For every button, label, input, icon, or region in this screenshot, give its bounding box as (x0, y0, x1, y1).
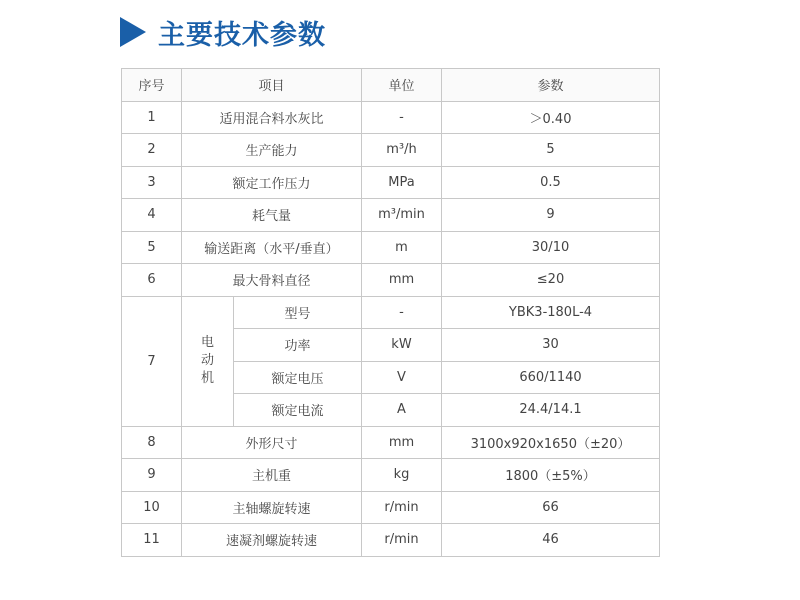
row-unit: m³/min (362, 199, 442, 232)
row-no: 4 (122, 199, 182, 232)
row-param: 66 (442, 491, 660, 524)
row-param: 30 (442, 329, 660, 362)
header-param: 参数 (442, 69, 660, 102)
row-item: 主轴螺旋转速 (182, 491, 362, 524)
row-unit: A (362, 394, 442, 427)
table-row (122, 296, 660, 329)
row-no: 3 (122, 166, 182, 199)
table-row (122, 524, 660, 557)
row-param: 0.5 (442, 166, 660, 199)
table-row (122, 491, 660, 524)
motor-group-char: 动 (200, 353, 214, 368)
table-row (122, 101, 660, 134)
row-no: 9 (122, 459, 182, 492)
row-param: 660/1140 (442, 361, 660, 394)
table-row (122, 459, 660, 492)
row-unit: m³/h (362, 134, 442, 167)
table-row (122, 231, 660, 264)
row-item: 额定电流 (234, 394, 362, 427)
row-item: 最大骨料直径 (182, 264, 362, 297)
table-row (122, 134, 660, 167)
spec-table (121, 68, 660, 557)
motor-group-label (182, 296, 234, 426)
row-param: 30/10 (442, 231, 660, 264)
row-item: 输送距离（水平/垂直） (182, 231, 362, 264)
row-no: 10 (122, 491, 182, 524)
row-unit: - (362, 296, 442, 329)
row-param: 24.4/14.1 (442, 394, 660, 427)
motor-group-char: 机 (200, 371, 214, 386)
row-no: 8 (122, 426, 182, 459)
row-param: YBK3-180L-4 (442, 296, 660, 329)
row-item: 型号 (234, 296, 362, 329)
section-heading (120, 12, 326, 52)
row-unit: V (362, 361, 442, 394)
row-unit: r/min (362, 524, 442, 557)
table-header-row (122, 69, 660, 102)
triangle-right-icon (120, 17, 146, 47)
section-title: 主要技术参数 (158, 19, 326, 51)
row-unit: r/min (362, 491, 442, 524)
row-item: 主机重 (182, 459, 362, 492)
row-unit: mm (362, 426, 442, 459)
header-item: 项目 (182, 69, 362, 102)
row-no: 5 (122, 231, 182, 264)
table-row (122, 166, 660, 199)
row-param: 1800（±5%） (442, 459, 660, 492)
row-item: 额定电压 (234, 361, 362, 394)
row-unit: kW (362, 329, 442, 362)
row-param: ≤20 (442, 264, 660, 297)
row-no: 11 (122, 524, 182, 557)
table-row (122, 264, 660, 297)
row-param: ＞0.40 (442, 101, 660, 134)
table-row (122, 199, 660, 232)
header-no: 序号 (122, 69, 182, 102)
row-item: 适用混合料水灰比 (182, 101, 362, 134)
row-item: 外形尺寸 (182, 426, 362, 459)
motor-group-char: 电 (200, 335, 214, 350)
row-no: 7 (122, 296, 182, 426)
row-unit: - (362, 101, 442, 134)
row-unit: m (362, 231, 442, 264)
row-item: 速凝剂螺旋转速 (182, 524, 362, 557)
row-unit: mm (362, 264, 442, 297)
row-item: 功率 (234, 329, 362, 362)
row-item: 生产能力 (182, 134, 362, 167)
header-unit: 单位 (362, 69, 442, 102)
row-unit: MPa (362, 166, 442, 199)
row-no: 2 (122, 134, 182, 167)
row-param: 5 (442, 134, 660, 167)
row-unit: kg (362, 459, 442, 492)
row-param: 3100x920x1650（±20） (442, 426, 660, 459)
row-param: 9 (442, 199, 660, 232)
row-item: 耗气量 (182, 199, 362, 232)
table-row (122, 426, 660, 459)
row-param: 46 (442, 524, 660, 557)
row-no: 1 (122, 101, 182, 134)
row-item: 额定工作压力 (182, 166, 362, 199)
row-no: 6 (122, 264, 182, 297)
